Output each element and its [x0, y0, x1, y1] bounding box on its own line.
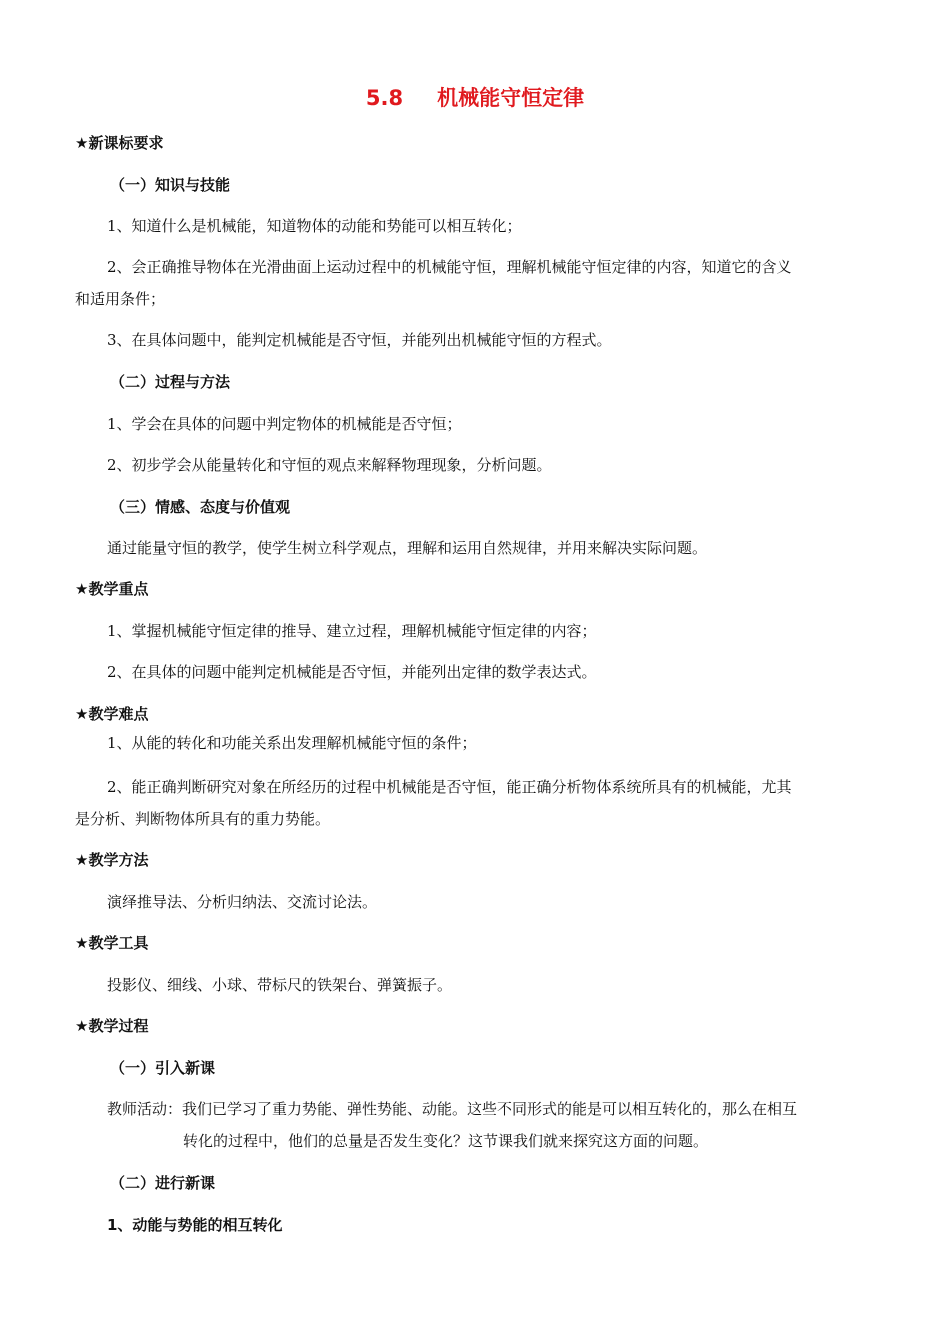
- heading-tools: ★教学工具: [75, 934, 149, 952]
- paragraph: 1、学会在具体的问题中判定物体的机械能是否守恒；: [107, 415, 462, 433]
- paragraph-continuation: 转化的过程中，他们的总量是否发生变化？这节课我们就来探究这方面的问题。: [183, 1132, 709, 1150]
- subheading-process-methods: （二）过程与方法: [110, 373, 231, 391]
- heading-standards: ★新课标要求: [75, 134, 164, 152]
- paragraph-continuation: 和适用条件；: [75, 290, 166, 308]
- title-text: 机械能守恒定律: [437, 86, 585, 110]
- section-item-title: 1、动能与势能的相互转化: [107, 1216, 283, 1234]
- paragraph: 通过能量守恒的教学，使学生树立科学观点，理解和运用自然规律，并用来解决实际问题。: [107, 539, 708, 557]
- paragraph: 2、在具体的问题中能判定机械能是否守恒，并能列出定律的数学表达式。: [107, 663, 597, 681]
- paragraph: 1、知道什么是机械能，知道物体的动能和势能可以相互转化；: [107, 217, 522, 235]
- paragraph: 3、在具体问题中，能判定机械能是否守恒，并能列出机械能守恒的方程式。: [107, 331, 612, 349]
- subheading-knowledge-skills: （一）知识与技能: [110, 176, 231, 194]
- heading-methods: ★教学方法: [75, 851, 149, 869]
- paragraph-continuation: 是分析、判断物体所具有的重力势能。: [75, 810, 331, 828]
- paragraph: 演绎推导法、分析归纳法、交流讨论法。: [107, 893, 378, 911]
- paragraph: 1、掌握机械能守恒定律的推导、建立过程，理解机械能守恒定律的内容；: [107, 622, 597, 640]
- heading-process: ★教学过程: [75, 1017, 149, 1035]
- paragraph: 投影仪、细线、小球、带标尺的铁架台、弹簧振子。: [107, 976, 453, 994]
- paragraph: 2、能正确判断研究对象在所经历的过程中机械能是否守恒，能正确分析物体系统所具有的机械能，尤其: [107, 778, 792, 796]
- title-number: 5.8: [365, 86, 404, 110]
- paragraph: 2、初步学会从能量转化和守恒的观点来解释物理现象，分析问题。: [107, 456, 552, 474]
- subheading-new-lesson: （二）进行新课: [110, 1174, 216, 1192]
- page-title: [0, 82, 950, 112]
- paragraph: 2、会正确推导物体在光滑曲面上运动过程中的机械能守恒，理解机械能守恒定律的内容，知道它的含义: [107, 258, 792, 276]
- subheading-intro: （一）引入新课: [110, 1059, 216, 1077]
- paragraph: 教师活动：我们已学习了重力势能、弹性势能、动能。这些不同形式的能是可以相互转化的，那么在相互: [107, 1100, 798, 1118]
- paragraph: 1、从能的转化和功能关系出发理解机械能守恒的条件；: [107, 734, 477, 752]
- heading-key-points: ★教学重点: [75, 580, 149, 598]
- heading-difficulties: ★教学难点: [75, 705, 149, 723]
- subheading-attitude-values: （三）情感、态度与价值观: [110, 498, 291, 516]
